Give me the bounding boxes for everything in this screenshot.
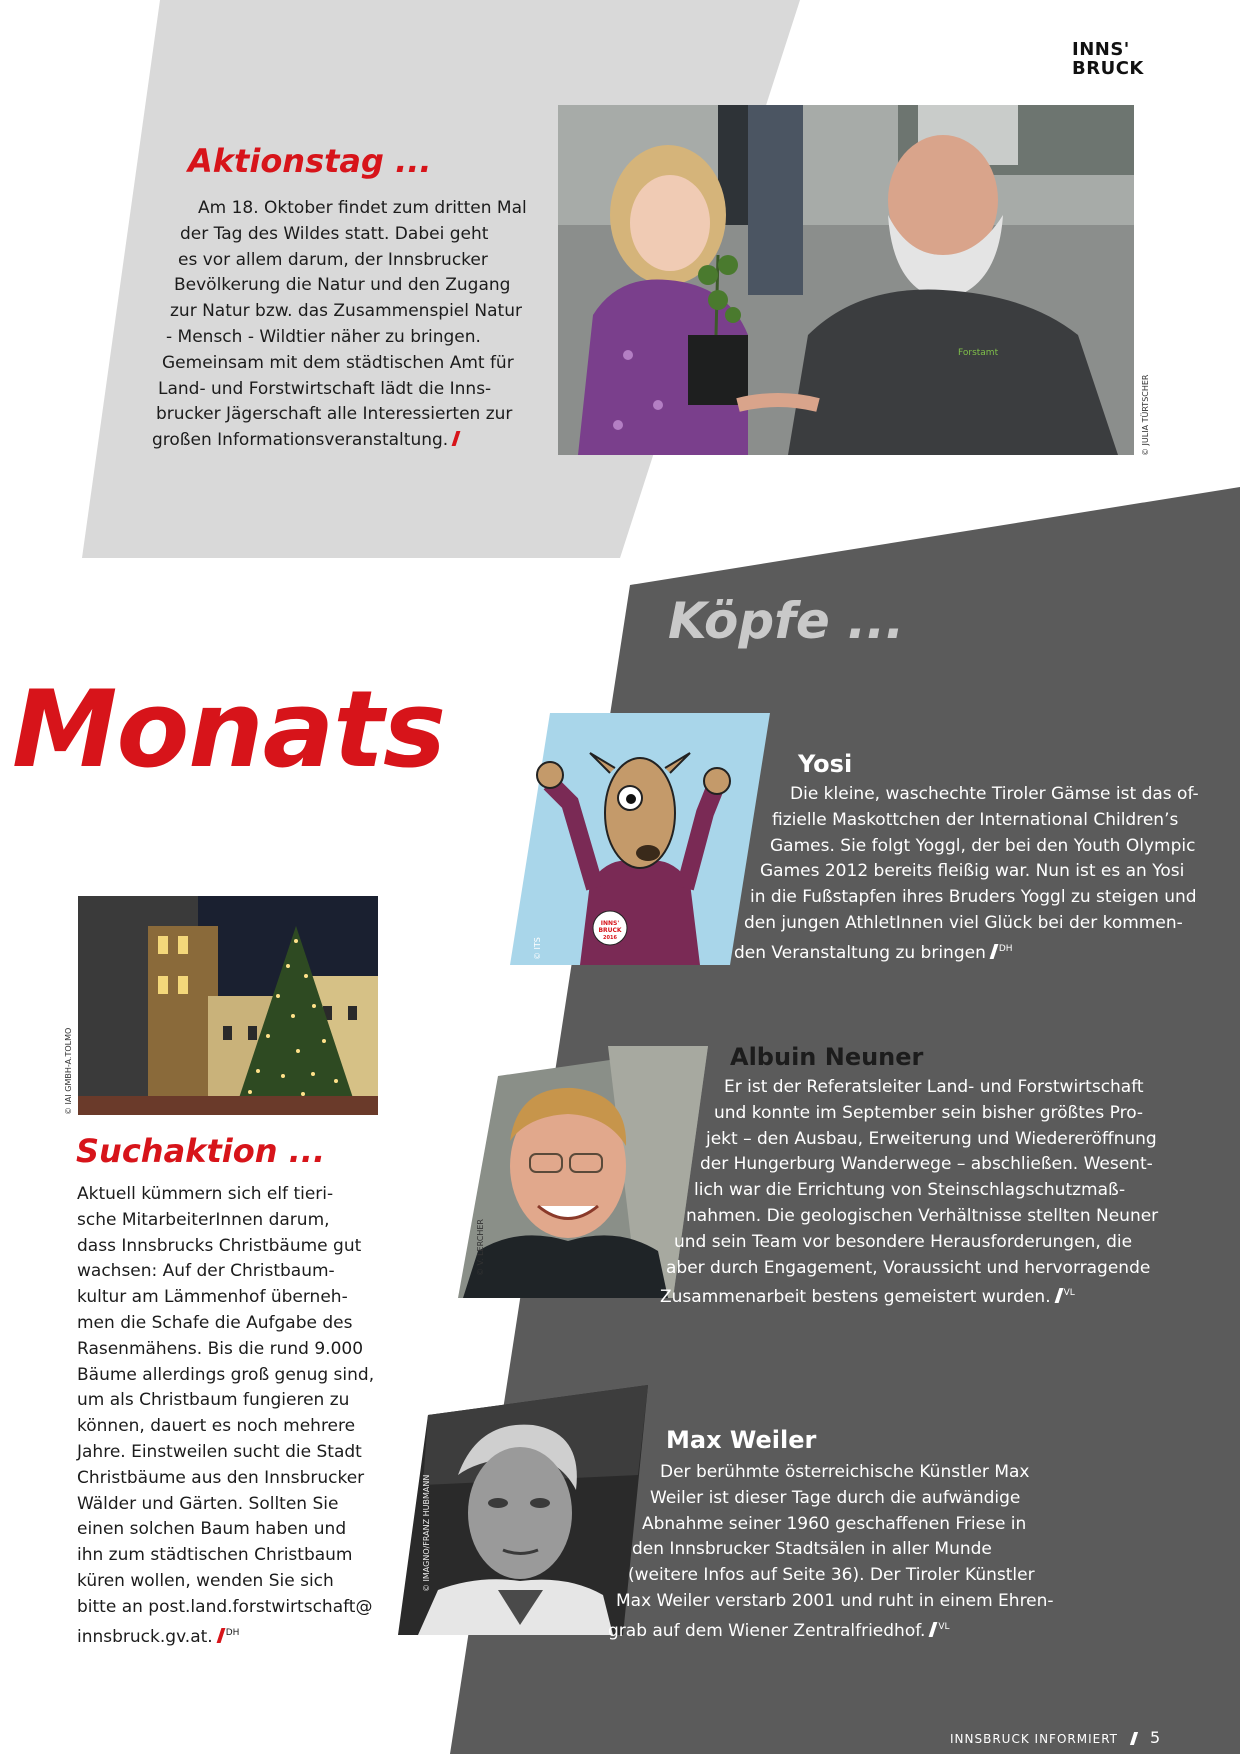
text-line: um als Christbaum fungieren zu (77, 1390, 350, 1411)
text-line: (weitere Infos auf Seite 36). Der Tiroler Künstler (628, 1565, 1035, 1586)
text-line: Max Weiler verstarb 2001 und ruht in einem Ehren- (616, 1591, 1054, 1611)
max-weiler-body (0, 1460, 1240, 1650)
text-line: den jungen AthletInnen viel Glück bei der kommen- (744, 913, 1183, 933)
text-line: küren wollen, wenden Sie sich (77, 1571, 334, 1591)
text-line: großen Informationsveranstaltung. (152, 428, 458, 454)
text-line: lich war die Errichtung von Steinschlagschutzmaß- (694, 1180, 1126, 1201)
albuin-name: Albuin Neuner (730, 1043, 924, 1071)
text-line: der Hungerburg Wanderwege – abschließen. Wesent- (700, 1154, 1153, 1175)
albuin-body (0, 1075, 1240, 1315)
footer-label: INNSBRUCK INFORMIERT (950, 1732, 1118, 1746)
author-initials: DH (998, 943, 1013, 954)
text-line: aber durch Engagement, Voraussicht und hervorragende (666, 1257, 1151, 1278)
text-line: Jahre. Einstweilen sucht die Stadt (77, 1442, 362, 1462)
text-line: Bäume allerdings groß genug sind, (77, 1364, 375, 1385)
end-mark (452, 431, 461, 446)
max-weiler-name: Max Weiler (666, 1426, 817, 1454)
text-line: jekt – den Ausbau, Erweiterung und Wiedereröffnung (706, 1128, 1157, 1149)
max-credit: © IMAGNO/FRANZ HUBMANN (422, 1474, 431, 1592)
end-mark (989, 944, 998, 959)
text-line: Wälder und Gärten. Sollten Sie (77, 1493, 339, 1514)
text-line: fizielle Maskottchen der International Children’s (772, 809, 1179, 830)
text-line: und sein Team vor besondere Herausforderungen, die (674, 1231, 1133, 1252)
aktionstag-photo (558, 105, 1134, 455)
text-line: innsbruck.gv.at. $^{DH}$ (77, 1626, 240, 1647)
suchaktion-heading: Suchaktion ... (76, 1132, 326, 1170)
aktionstag-photo-credit: © JULIA TÜRTSCHER (1141, 374, 1150, 456)
text-line: Games 2012 bereits fleißig war. Nun ist es an Yosi (760, 861, 1185, 882)
text-line: Gemeinsam mit dem städtischen Amt für (162, 352, 514, 373)
text-line: Christbäume aus den Innsbrucker (77, 1467, 365, 1488)
aktionstag-heading: Aktionstag ... (188, 142, 432, 180)
text-line: bitte an post.land.forstwirtschaft@ (77, 1596, 373, 1617)
text-line: Am 18. Oktober findet zum dritten Mal (198, 198, 527, 218)
text-line: Er ist der Referatsleiter Land- und Forstwirtschaft (724, 1077, 1144, 1097)
text-line: zur Natur bzw. das Zusammenspiel Natur (170, 301, 522, 322)
author-initials: VL (1063, 1288, 1075, 1299)
text-line: sche MitarbeiterInnen darum, (77, 1209, 330, 1230)
albuin-credit: © V. LERCHER (476, 1219, 485, 1276)
badge-text: 2016 (603, 935, 617, 941)
text-line: dass Innsbrucks Christbäume gut (77, 1235, 362, 1256)
text-line: wachsen: Auf der Christbaum- (77, 1261, 335, 1282)
end-mark (929, 1622, 938, 1637)
page-footer (950, 1728, 1160, 1747)
text-line: kultur am Lämmenhof überneh- (77, 1287, 348, 1308)
text-line: einen solchen Baum haben und (77, 1519, 347, 1540)
innsbruck-logo: INNS' BRUCK (1072, 39, 1144, 79)
text-line: in die Fußstapfen ihres Bruders Yoggl zu steigen und (750, 887, 1197, 908)
yosi-credit: © ITS (533, 937, 542, 960)
author-initials: DH (225, 1627, 240, 1638)
end-mark (1054, 1288, 1063, 1303)
text-line: es vor allem darum, der Innsbrucker (178, 249, 488, 270)
text-line: Games. Sie folgt Yoggl, der bei den Youth Olympic (770, 835, 1196, 856)
text-line: Weiler ist dieser Tage durch die aufwändige (650, 1487, 1021, 1508)
page-number: 5 (1150, 1728, 1161, 1747)
text-line: Aktuell kümmern sich elf tieri- (77, 1184, 334, 1204)
aktionstag-body (0, 196, 560, 466)
footer-divider (1130, 1732, 1138, 1745)
yosi-body (0, 782, 1240, 972)
text-line: Die kleine, waschechte Tiroler Gämse ist das of- (790, 784, 1199, 804)
text-line: Abnahme seiner 1960 geschaffenen Friese in (642, 1513, 1027, 1534)
text-line: brucker Jägerschaft alle Interessierten zur (156, 404, 513, 425)
text-line: nahmen. Die geologischen Verhältnisse stellten Neuner (686, 1206, 1159, 1226)
badge-text: INNS' (600, 920, 620, 927)
text-line: den Innsbrucker Stadtsälen in aller Munde (632, 1539, 992, 1560)
text-line: Rasenmähens. Bis die rund 9.000 (77, 1338, 364, 1359)
yosi-name: Yosi (798, 750, 853, 778)
text-line: Bevölkerung die Natur und den Zugang (174, 275, 511, 296)
christmas-photo-credit: © IAI GMBH-A.TOLMO (64, 1027, 73, 1115)
text-line: ihn zum städtischen Christbaum (77, 1545, 353, 1566)
text-line: der Tag des Wildes statt. Dabei geht (180, 223, 489, 244)
koepfe-heading: Köpfe ... (668, 592, 905, 650)
text-line: Zusammenarbeit bestens gemeistert wurden. $^{VL}$ (660, 1287, 1075, 1308)
author-initials: VL (938, 1621, 950, 1632)
text-line: - Mensch - Wildtier näher zu bringen. (166, 327, 481, 347)
monats-title: Monats (12, 668, 446, 791)
text-line: Land- und Forstwirtschaft lädt die Inns- (158, 378, 492, 399)
text-line: können, dauert es noch mehrere (77, 1416, 356, 1437)
text-line: men die Schafe die Aufgabe des (77, 1313, 353, 1333)
text-line: grab auf dem Wiener Zentralfriedhof. $^{VL}$ (608, 1620, 950, 1641)
text-line: und konnte im September sein bisher größtes Pro- (714, 1102, 1144, 1123)
shirt-text: Forstamt (958, 348, 999, 358)
text-line: den Veranstaltung zu bringen $^{DH}$ (734, 942, 1013, 963)
text-line: Der berühmte österreichische Künstler Max (660, 1462, 1030, 1482)
badge-text: BRUCK (598, 927, 622, 934)
